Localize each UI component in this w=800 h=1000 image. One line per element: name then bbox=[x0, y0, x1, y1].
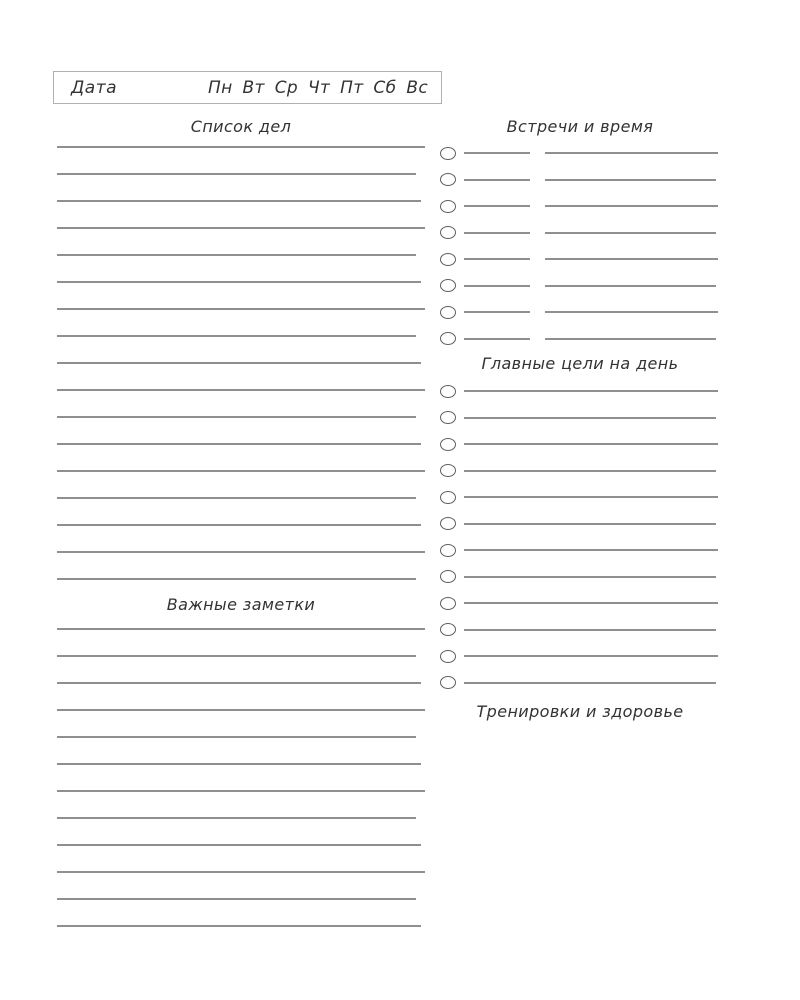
ruled-line bbox=[57, 553, 416, 580]
entry-rule-line bbox=[545, 338, 716, 340]
entry-rule-line bbox=[464, 602, 718, 604]
ruled-line bbox=[57, 283, 425, 310]
todo-lines bbox=[57, 121, 425, 580]
entry-rule-line bbox=[464, 576, 716, 578]
time-rule-line bbox=[464, 152, 530, 154]
weekday-label: Вс bbox=[406, 77, 428, 98]
ruled-line bbox=[57, 526, 425, 553]
time-rule-line bbox=[464, 338, 530, 340]
weekday-label: Сб bbox=[373, 77, 397, 98]
bullet-circle-icon bbox=[440, 570, 456, 583]
ruled-line bbox=[57, 472, 416, 499]
bullet-circle-icon bbox=[440, 226, 456, 239]
bullet-circle-icon bbox=[440, 279, 456, 292]
ruled-line bbox=[57, 229, 416, 256]
ruled-line bbox=[57, 900, 421, 927]
meeting-row bbox=[440, 220, 718, 247]
entry-rule-line bbox=[464, 390, 718, 392]
ruled-line bbox=[57, 819, 421, 846]
goal-row bbox=[440, 643, 718, 670]
meeting-row bbox=[440, 246, 718, 273]
ruled-line bbox=[57, 310, 416, 337]
entry-rule-line bbox=[545, 285, 716, 287]
ruled-line bbox=[57, 630, 416, 657]
bullet-circle-icon bbox=[440, 332, 456, 345]
time-rule-line bbox=[464, 285, 530, 287]
entry-rule-line bbox=[464, 496, 718, 498]
ruled-line bbox=[57, 364, 425, 391]
meeting-row bbox=[440, 167, 718, 194]
goal-row bbox=[440, 458, 718, 485]
entry-rule-line bbox=[545, 311, 718, 313]
ruled-line bbox=[57, 657, 421, 684]
ruled-line bbox=[57, 337, 421, 364]
entry-rule-line bbox=[545, 232, 716, 234]
bullet-circle-icon bbox=[440, 173, 456, 186]
ruled-line bbox=[57, 202, 425, 229]
notes-lines bbox=[57, 603, 425, 927]
ruled-line bbox=[57, 738, 421, 765]
bullet-circle-icon bbox=[440, 253, 456, 266]
ruled-line bbox=[57, 765, 425, 792]
bullet-circle-icon bbox=[440, 544, 456, 557]
bullet-circle-icon bbox=[440, 597, 456, 610]
bullet-circle-icon bbox=[440, 147, 456, 160]
time-rule-line bbox=[464, 205, 530, 207]
entry-rule-line bbox=[464, 523, 716, 525]
meetings-section-title: Встречи и время bbox=[506, 117, 654, 136]
meetings-rows bbox=[440, 140, 718, 352]
entry-rule-line bbox=[464, 470, 716, 472]
entry-rule-line bbox=[464, 443, 718, 445]
bullet-circle-icon bbox=[440, 491, 456, 504]
goals-section-title: Главные цели на день bbox=[481, 354, 679, 373]
bullet-circle-icon bbox=[440, 385, 456, 398]
ruled-line bbox=[57, 121, 425, 148]
meeting-row bbox=[440, 273, 718, 300]
ruled-line bbox=[57, 684, 425, 711]
meeting-row bbox=[440, 193, 718, 220]
ruled-line bbox=[57, 499, 421, 526]
bullet-circle-icon bbox=[440, 306, 456, 319]
bullet-circle-icon bbox=[440, 517, 456, 530]
meeting-row bbox=[440, 326, 718, 353]
entry-rule-line bbox=[545, 258, 718, 260]
bullet-circle-icon bbox=[440, 200, 456, 213]
ruled-line bbox=[57, 846, 425, 873]
goal-row bbox=[440, 405, 718, 432]
entry-rule-line bbox=[545, 179, 716, 181]
ruled-line bbox=[57, 792, 416, 819]
goal-row bbox=[440, 537, 718, 564]
ruled-line bbox=[57, 391, 416, 418]
notes-section-title: Важные заметки bbox=[166, 595, 316, 614]
time-rule-line bbox=[464, 179, 530, 181]
ruled-line bbox=[57, 148, 416, 175]
time-rule-line bbox=[464, 311, 530, 313]
goal-row bbox=[440, 378, 718, 405]
time-rule-line bbox=[464, 258, 530, 260]
meeting-row bbox=[440, 140, 718, 167]
entry-rule-line bbox=[545, 205, 718, 207]
entry-rule-line bbox=[545, 152, 718, 154]
weekday-label: Вт bbox=[242, 77, 265, 98]
weekday-label: Пн bbox=[208, 77, 233, 98]
bullet-circle-icon bbox=[440, 438, 456, 451]
goals-rows bbox=[440, 378, 718, 696]
todo-section-title: Список дел bbox=[190, 117, 292, 136]
meeting-row bbox=[440, 299, 718, 326]
weekday-label: Пт bbox=[340, 77, 364, 98]
date-weekday-header bbox=[53, 71, 442, 104]
weekday-label: Ср bbox=[274, 77, 298, 98]
ruled-line bbox=[57, 873, 416, 900]
entry-rule-line bbox=[464, 417, 716, 419]
goal-row bbox=[440, 484, 718, 511]
ruled-line bbox=[57, 445, 425, 472]
bullet-circle-icon bbox=[440, 411, 456, 424]
bullet-circle-icon bbox=[440, 623, 456, 636]
goal-row bbox=[440, 617, 718, 644]
time-rule-line bbox=[464, 232, 530, 234]
bullet-circle-icon bbox=[440, 650, 456, 663]
goal-row bbox=[440, 511, 718, 538]
ruled-line bbox=[57, 256, 421, 283]
goal-row bbox=[440, 670, 718, 697]
entry-rule-line bbox=[464, 549, 718, 551]
weekday-labels bbox=[198, 78, 428, 98]
weekday-label: Чт bbox=[307, 77, 331, 98]
ruled-line bbox=[57, 603, 425, 630]
ruled-line bbox=[57, 418, 421, 445]
goal-row bbox=[440, 431, 718, 458]
ruled-line bbox=[57, 175, 421, 202]
bullet-circle-icon bbox=[440, 676, 456, 689]
bullet-circle-icon bbox=[440, 464, 456, 477]
entry-rule-line bbox=[464, 655, 718, 657]
entry-rule-line bbox=[464, 629, 716, 631]
date-label: Дата bbox=[71, 77, 118, 98]
entry-rule-line bbox=[464, 682, 716, 684]
health-section-title: Тренировки и здоровье bbox=[476, 702, 684, 721]
goal-row bbox=[440, 564, 718, 591]
ruled-line bbox=[57, 711, 416, 738]
goal-row bbox=[440, 590, 718, 617]
